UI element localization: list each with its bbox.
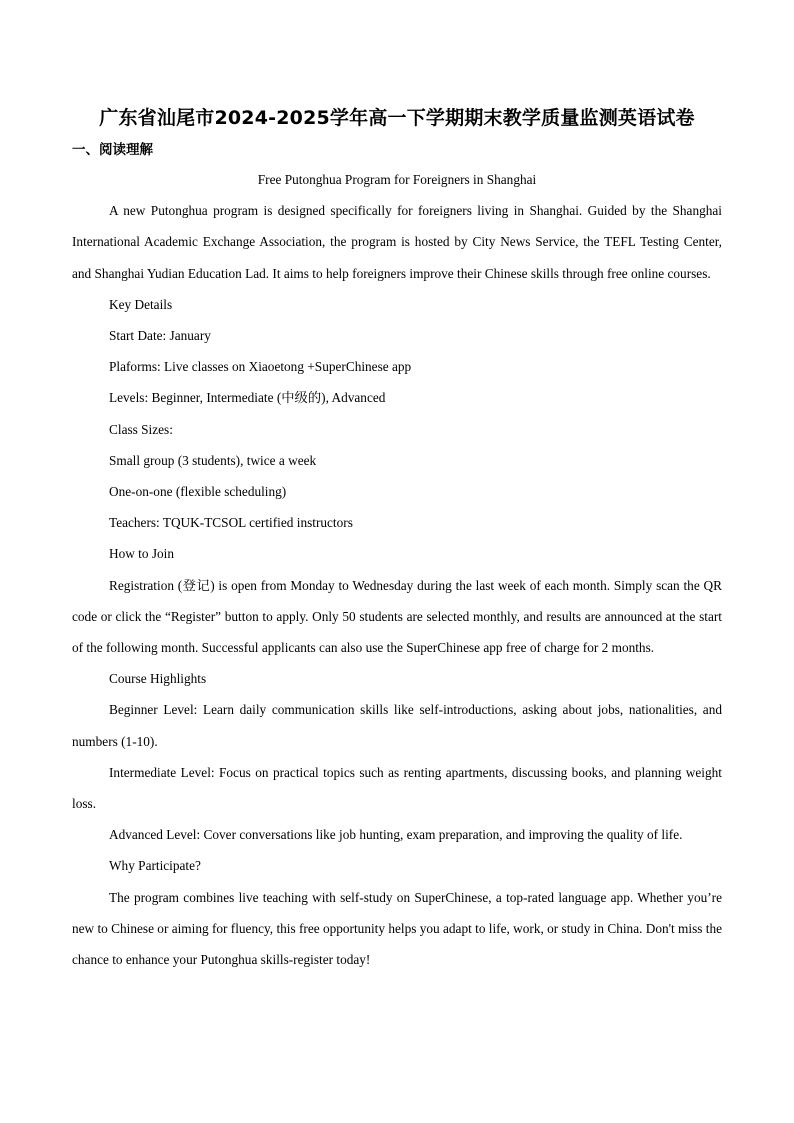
how-to-join-heading: How to Join xyxy=(109,546,175,562)
why-participate-heading: Why Participate? xyxy=(109,858,201,874)
section-heading: 一、阅读理解 xyxy=(72,142,153,158)
start-date-line: Start Date: January xyxy=(109,328,211,344)
passage-title: Free Putonghua Program for Foreigners in Shanghai xyxy=(257,172,537,187)
course-highlights-heading: Course Highlights xyxy=(109,671,207,687)
small-group-line: Small group (3 students), twice a week xyxy=(109,452,317,468)
class-sizes-line: Class Sizes: xyxy=(109,421,173,437)
advanced-level-paragraph: Advanced Level: Cover conversations like job hunting, exam preparation, and improving the quality of life. xyxy=(109,827,683,843)
why-participate-paragraph: The program combines live teaching with self-study on SuperChinese, a top-rated language app. Whether you’re new to Chinese or aiming for fluency, this free opportunity helps you adapt to life, work, or study in China. Don't miss the chance to enhance your Putonghua skills-register today! xyxy=(72,889,723,968)
platforms-line: Plaforms: Live classes on Xiaoetong +SuperChinese app xyxy=(109,359,412,375)
intermediate-level-paragraph: Intermediate Level: Focus on practical topics such as renting apartments, discussing books, and planning weight loss. xyxy=(72,764,722,812)
document-title: 广东省汕尾市2024-2025学年高一下学期期末教学质量监测英语试卷 xyxy=(99,107,695,129)
key-details-heading: Key Details xyxy=(109,296,173,312)
intro-paragraph: A new Putonghua program is designed specifically for foreigners living in Shanghai. Guided by the Shanghai International Academic Exchange Association, the program is hosted by City News Service, the TEFL Testing Center, and Shanghai Yudian Education Lad. It aims to help foreigners improve their Chinese skills through free online courses. xyxy=(72,203,722,281)
one-on-one-line: One-on-one (flexible scheduling) xyxy=(109,484,287,500)
levels-line: Levels: Beginner, Intermediate (中级的), Advanced xyxy=(109,390,386,406)
how-to-join-paragraph: Registration (登记) is open from Monday to Wednesday during the last week of each month. Simply scan the QR code or click the “Register” button to apply. Only 50 students are selected monthly, and results are announced at the start of the following month. Successful applicants can also use the SuperChinese app free of charge for 2 months. xyxy=(72,577,722,656)
reading-passage xyxy=(72,164,722,975)
teachers-line: Teachers: TQUK-TCSOL certified instructors xyxy=(109,515,353,531)
beginner-level-paragraph: Beginner Level: Learn daily communication skills like self-introductions, asking about jobs, nationalities, and numbers (1-10). xyxy=(72,702,722,749)
